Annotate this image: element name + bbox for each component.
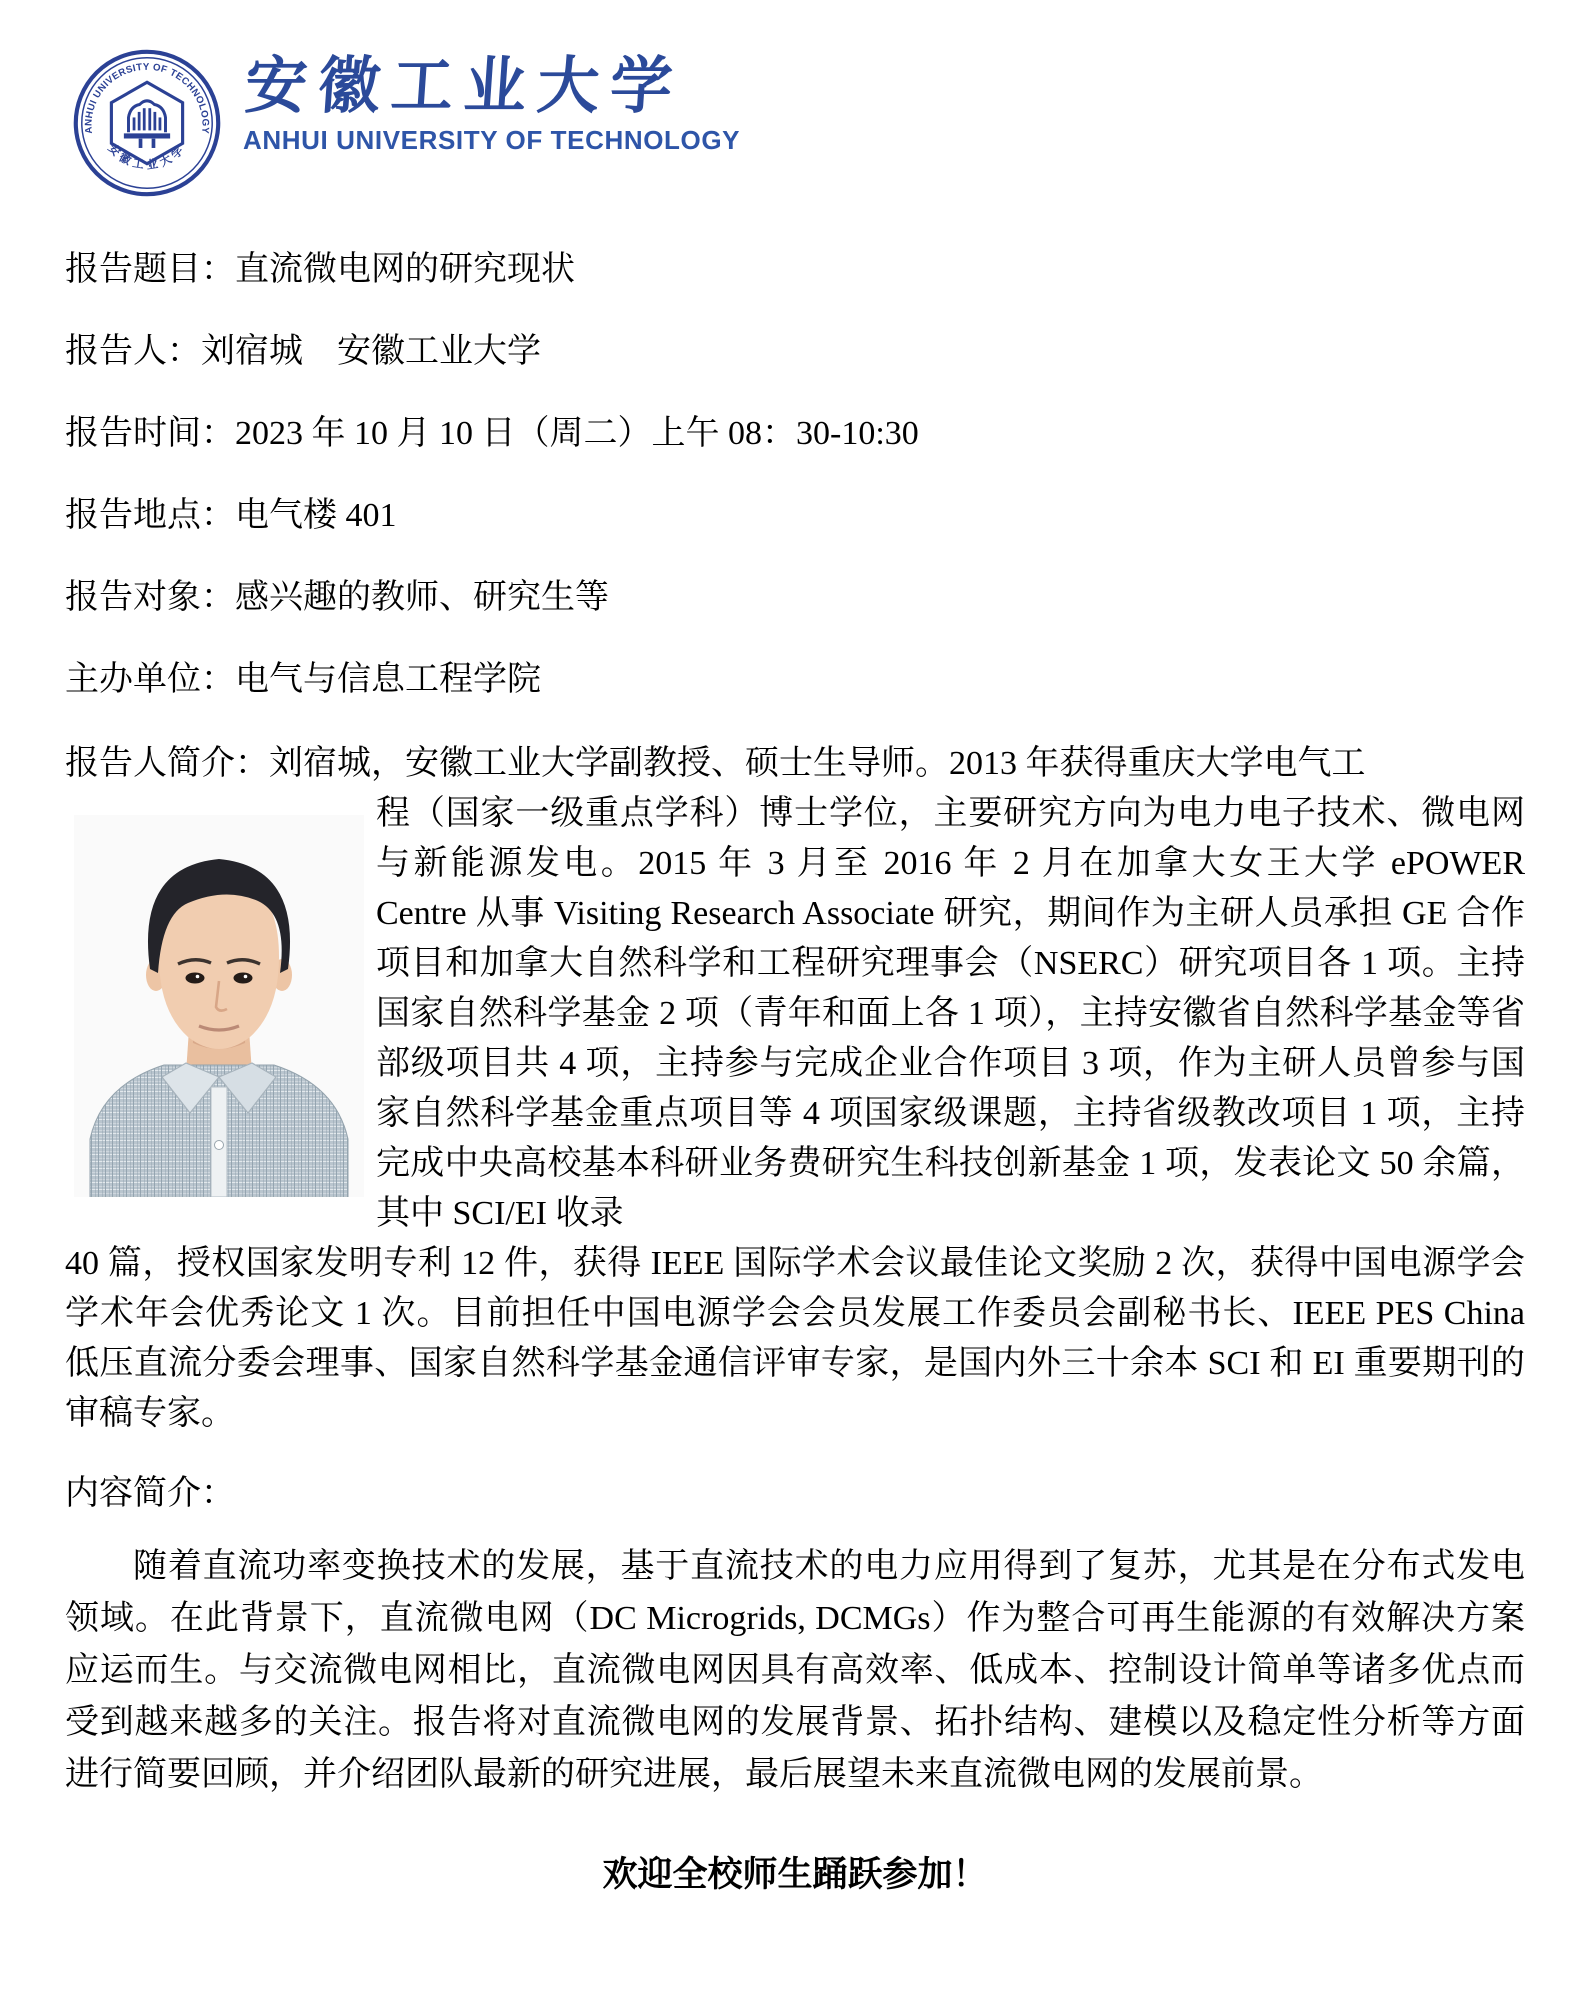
report-venue-value: 电气楼 401 <box>235 497 397 534</box>
speaker-portrait-image <box>73 815 365 1197</box>
university-name-english: ANHUI UNIVERSITY OF TECHNOLOGY <box>243 125 741 156</box>
announcement-footer <box>65 1847 1525 1897</box>
eye-right <box>234 973 253 984</box>
report-title-line <box>65 247 1525 292</box>
seal-gate-glyph <box>124 101 170 148</box>
abstract-paragraph: 随着直流功率变换技术的发展，基于直流技术的电力应用得到了复苏，尤其是在分布式发电领域。在此背景下，直流微电网（DC Microgrids, DCMGs）作为整合可再生能源的有效解决方案应运而生。与交流微电网相比，直流微电网因具有高效率、低成本、控制设计简单等诸多优点而受到越来越多的关注。报告将对直流微电网的发展背景、拓扑结构、建模以及稳定性分析等方面进行简要回顾，并介绍团队最新的研究进展，最后展望未来直流微电网的发展前景。 <box>65 1548 1525 1793</box>
report-title-label: 报告题目： <box>65 251 235 288</box>
seal-arc-text-chinese: 安徽工业大学 <box>105 140 189 173</box>
announcement-body <box>65 247 1525 1801</box>
bio-label: 报告人简介： <box>65 745 269 782</box>
welcome-line: 欢迎全校师生踊跃参加！ <box>602 1855 988 1894</box>
report-time-line <box>65 411 1525 456</box>
eye-glint-left <box>196 975 200 979</box>
report-audience-label: 报告对象： <box>65 579 235 616</box>
bio-first-line <box>65 739 1525 789</box>
bio-part3-text: 40 篇，授权国家发明专利 12 件，获得 IEEE 国际学术会议最佳论文奖励 2 次，获得中国电源学会学术年会优秀论文 1 次。目前担任中国电源学会会员发展工作委员会副秘书长、IEEE PES China 低压直流分委会理事、国家自然科学基金通信评审专家，是国内外三十余本 SCI 和 EI 重要期刊的审稿专家。 <box>65 1245 1525 1432</box>
abstract-heading: 内容简介： <box>65 1475 235 1512</box>
seal-outer-ring <box>76 52 218 194</box>
svg-text:ANHUI UNIVERSITY OF TECHNOLOGY <box>83 62 210 135</box>
report-organizer-line <box>65 657 1525 702</box>
speaker-bio-section <box>65 739 1525 1439</box>
report-info-section <box>65 247 1525 702</box>
eye-left <box>186 973 205 984</box>
eye-glint-right <box>244 975 248 979</box>
bio-photo-row <box>65 789 1525 1239</box>
university-seal-icon <box>73 49 221 197</box>
report-venue-label: 报告地点： <box>65 497 235 534</box>
report-time-value: 2023 年 10 月 10 日（周二）上午 08：30-10:30 <box>235 415 919 452</box>
report-speaker-label: 报告人： <box>65 333 201 370</box>
report-time-label: 报告时间： <box>65 415 235 452</box>
report-venue-line <box>65 493 1525 538</box>
speaker-photo <box>73 815 365 1197</box>
report-speaker-value: 刘宿城 安徽工业大学 <box>201 333 541 370</box>
bio-part2-text: 程（国家一级重点学科）博士学位，主要研究方向为电力电子技术、微电网与新能源发电。2015 年 3 月至 2016 年 2 月在加拿大女王大学 ePOWER Centre 从事 Visiting Research Associate 研究，期间作为主研人员承担 GE 合作项目和加拿大自然科学和工程研究理事会（NSERC）研究项目各 1 项。主持国家自然科学基金 2 项（青年和面上各 1 项），主持安徽省自然科学基金等省部级项目共 4 项，主持参与完成企业合作项目 3 项，作为主研人员曾参与国家自然科学基金重点项目等 4 项国家级课题，主持省级教改项目 1 项，主持完成中央高校基本科研业务费研究生科技创新基金 1 项，发表论文 50 余篇，其中 SCI/EI 收录 <box>376 795 1525 1232</box>
university-name-chinese: 安徽工业大学 <box>242 49 686 122</box>
report-title-value: 直流微电网的研究现状 <box>235 251 575 288</box>
report-organizer-label: 主办单位： <box>65 661 235 698</box>
university-header <box>65 45 1525 207</box>
shirt-button <box>215 1141 224 1150</box>
abstract-section <box>65 1469 1525 1801</box>
report-audience-line <box>65 575 1525 620</box>
report-organizer-value: 电气与信息工程学院 <box>235 661 541 698</box>
university-brand-block <box>242 49 741 156</box>
report-audience-value: 感兴趣的教师、研究生等 <box>235 579 609 616</box>
bio-part1-text: 刘宿城，安徽工业大学副教授、硕士生导师。2013 年获得重庆大学电气工 <box>269 745 1366 782</box>
report-speaker-line <box>65 329 1525 374</box>
seal-arc-text-english: ANHUI UNIVERSITY OF TECHNOLOGY <box>83 61 211 135</box>
